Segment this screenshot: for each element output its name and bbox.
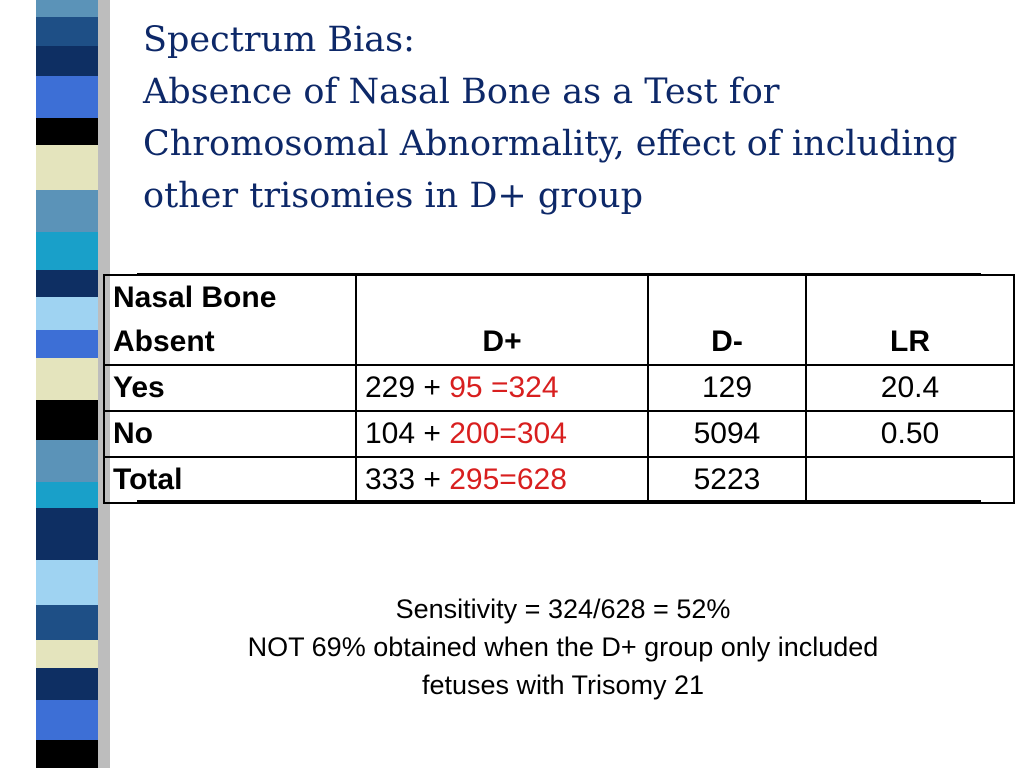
dplus-added: 295=628 xyxy=(449,463,567,496)
table-bottom-rule xyxy=(137,500,981,503)
note-line-3: fetuses with Trisomy 21 xyxy=(421,670,705,700)
title-line-4: other trisomies in D+ group xyxy=(143,176,643,216)
lr-cell xyxy=(806,457,1014,503)
dplus-cell xyxy=(356,411,648,457)
dplus-added: 200=304 xyxy=(449,417,567,450)
header-lr: LR xyxy=(806,275,1014,365)
header-dminus: D- xyxy=(648,275,806,365)
header-label-line2: Absent xyxy=(113,325,215,358)
stripe-band xyxy=(36,145,98,190)
stripe-band xyxy=(36,400,98,440)
dplus-base: 104 + xyxy=(365,417,450,450)
table-row xyxy=(104,457,1014,503)
row-label: Yes xyxy=(104,365,356,411)
note-line-1: Sensitivity = 324/628 = 52% xyxy=(395,594,731,624)
stripe-band xyxy=(36,270,98,297)
dminus-cell: 5094 xyxy=(648,411,806,457)
header-dplus: D+ xyxy=(356,275,648,365)
table-row xyxy=(104,365,1014,411)
title-line-3: Chromosomal Abnormality, effect of including xyxy=(143,124,958,164)
table-row xyxy=(104,411,1014,457)
dminus-cell: 129 xyxy=(648,365,806,411)
stripe-band xyxy=(36,482,98,508)
dplus-cell xyxy=(356,457,648,503)
table-header-row xyxy=(104,275,1014,365)
lr-cell: 0.50 xyxy=(806,411,1014,457)
nasal-bone-table-frame xyxy=(103,274,1015,500)
stripe-band xyxy=(36,700,98,740)
note-line-2: NOT 69% obtained when the D+ group only included xyxy=(247,632,879,662)
slide-title xyxy=(143,14,1013,222)
stripe-band xyxy=(36,76,98,118)
decorative-stripe-bar xyxy=(0,0,120,768)
stripe-band xyxy=(36,297,98,330)
dplus-base: 229 + xyxy=(365,371,450,404)
stripe-band xyxy=(36,668,98,700)
row-label: Total xyxy=(104,457,356,503)
stripe-band xyxy=(36,640,98,668)
title-line-2: Absence of Nasal Bone as a Test for xyxy=(143,72,780,112)
row-label: No xyxy=(104,411,356,457)
title-line-1: Spectrum Bias: xyxy=(143,20,415,60)
stripe-band xyxy=(36,118,98,145)
stripe-band xyxy=(36,740,98,768)
stripe-band xyxy=(36,0,98,17)
stripe-band xyxy=(36,440,98,482)
stripe-band xyxy=(36,358,98,400)
lr-cell: 20.4 xyxy=(806,365,1014,411)
stripe-band xyxy=(36,46,98,76)
dplus-added: 95 =324 xyxy=(449,371,559,404)
nasal-bone-table xyxy=(103,274,1015,504)
stripe-band xyxy=(36,330,98,358)
stripe-band xyxy=(36,605,98,640)
header-label-line1: Nasal Bone xyxy=(113,281,277,314)
dplus-base: 333 + xyxy=(365,463,450,496)
stripe-band xyxy=(36,560,98,605)
sensitivity-note xyxy=(130,590,996,704)
table-top-rule xyxy=(137,273,981,276)
header-label-cell xyxy=(104,275,356,365)
stripe-band xyxy=(36,232,98,270)
dplus-cell xyxy=(356,365,648,411)
dminus-cell: 5223 xyxy=(648,457,806,503)
stripe-band xyxy=(36,17,98,46)
stripe-band xyxy=(36,190,98,232)
stripe-band xyxy=(36,508,98,560)
